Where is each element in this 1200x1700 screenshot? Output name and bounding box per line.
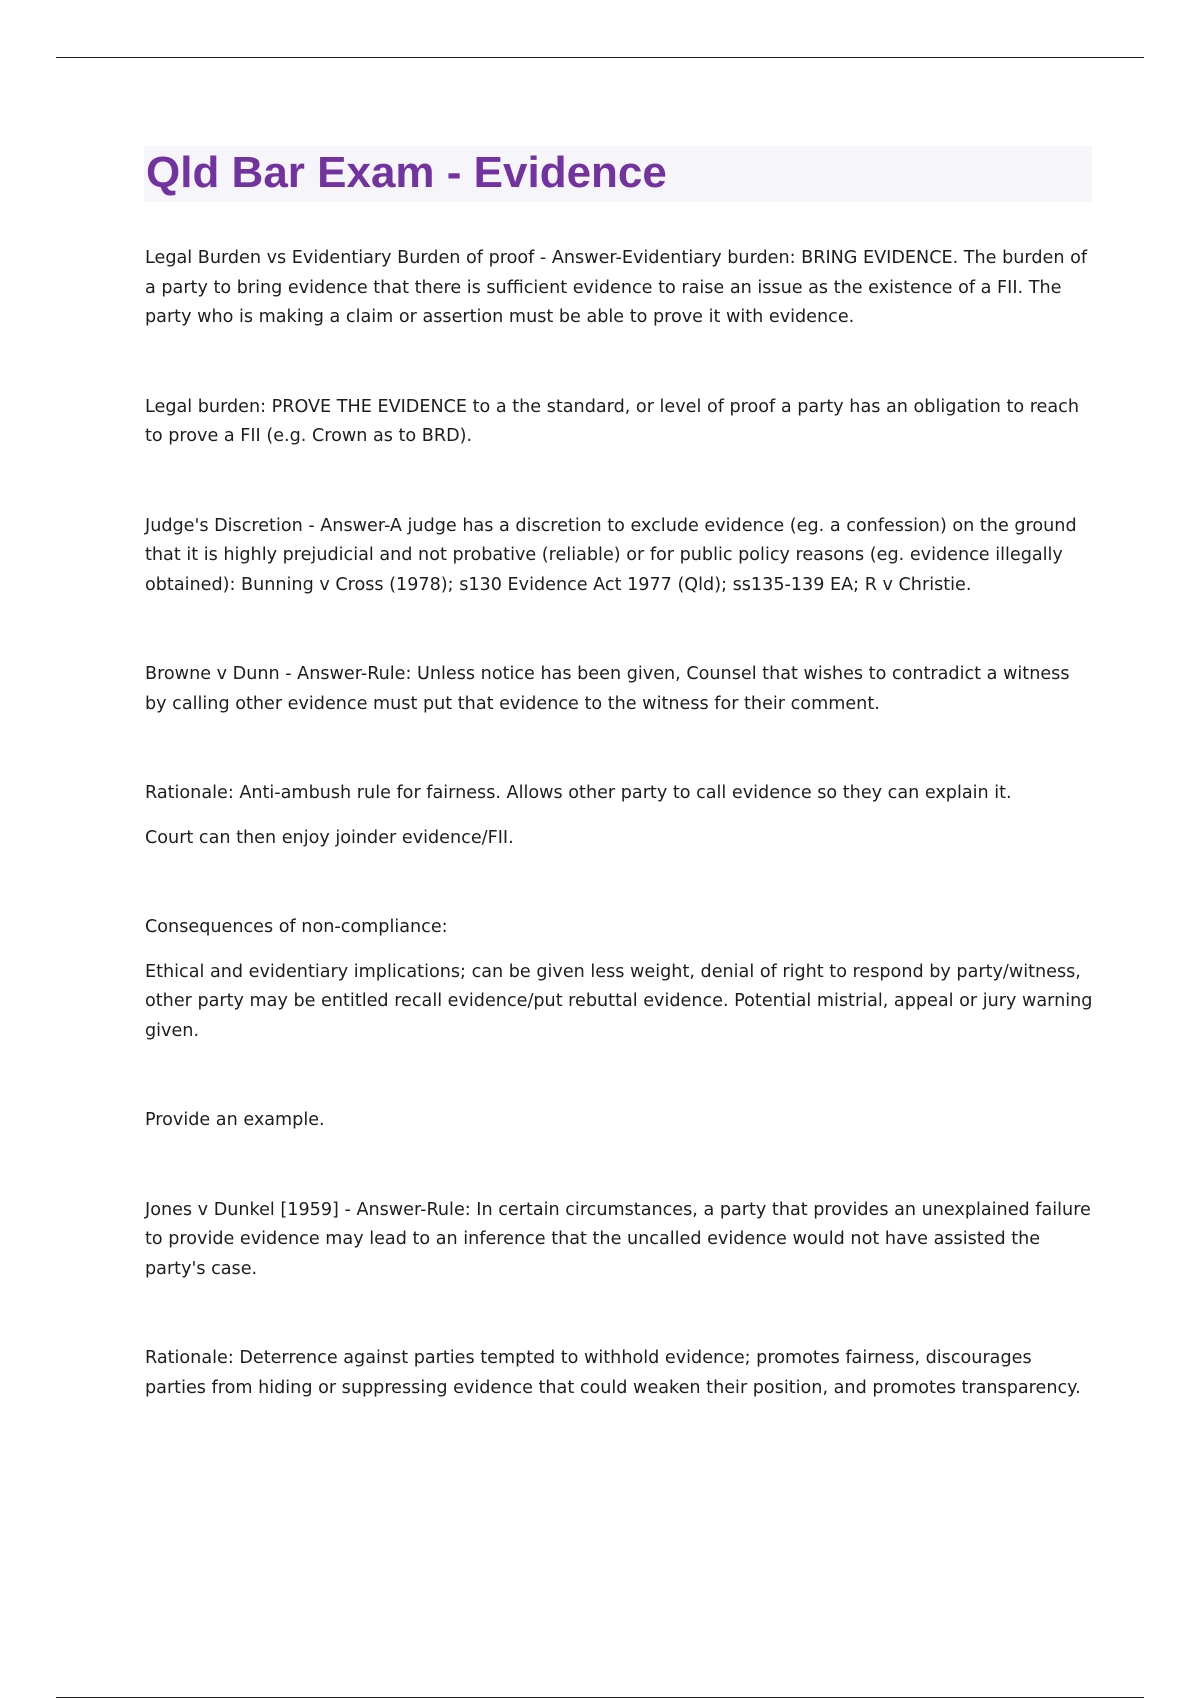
paragraph-judges-discretion: Judge's Discretion - Answer-A judge has a discretion to exclude evidence (eg. a confession) on the ground that it is highly prejudicial and not probative (reliable) or for public policy reasons (eg. evidence illegally obtained): Bunning v Cross (1978); s130 Evidence Act 1977 (Qld); ss135-139 EA; R v Christie. xyxy=(145,515,1077,595)
paragraph-jones-rationale: Rationale: Deterrence against parties tempted to withhold evidence; promotes fairness, discourages parties from hiding or suppressing evidence that could weaken their position, and promotes transparency. xyxy=(145,1348,1081,1398)
paragraph-legal-burden: Legal burden: PROVE THE EVIDENCE to a the standard, or level of proof a party has an obligation to reach to prove a FII (e.g. Crown as to BRD). xyxy=(145,396,1079,446)
paragraph-consequences-heading: Consequences of non-compliance: xyxy=(145,917,448,937)
paragraph-jones-v-dunkel: Jones v Dunkel [1959] - Answer-Rule: In certain circumstances, a party that provides an unexplained failure to provide evidence may lead to an inference that the uncalled evidence would not have assisted the party's case. xyxy=(145,1199,1091,1279)
paragraph-court-joinder: Court can then enjoy joinder evidence/FII. xyxy=(145,827,514,848)
document-title: Qld Bar Exam - Evidence xyxy=(146,148,667,197)
bottom-rule xyxy=(56,1697,1144,1698)
paragraph-browne-v-dunn: Browne v Dunn - Answer-Rule: Unless notice has been given, Counsel that wishes to contradict a witness by calling other evidence must put that evidence to the witness for their comment. xyxy=(145,664,1070,714)
document-body xyxy=(145,244,1095,1403)
paragraph-provide-example: Provide an example. xyxy=(145,1110,325,1130)
paragraph-legal-vs-evidentiary-burden: Legal Burden vs Evidentiary Burden of proof - Answer-Evidentiary burden: BRING EVIDENCE. The burden of a party to bring evidence that there is sufficient evidence to raise an issue as the existence of a FII. The party who is making a claim or assertion must be able to prove it with evidence. xyxy=(145,248,1088,327)
paragraph-browne-rationale: Rationale: Anti-ambush rule for fairness. Allows other party to call evidence so they can explain it. xyxy=(145,783,1012,803)
top-rule xyxy=(56,57,1144,58)
paragraph-consequences-detail: Ethical and evidentiary implications; can be given less weight, denial of right to respond by party/witness, other party may be entitled recall evidence/put rebuttal evidence. Potential mistrial, appeal or jury warning given. xyxy=(145,961,1093,1041)
